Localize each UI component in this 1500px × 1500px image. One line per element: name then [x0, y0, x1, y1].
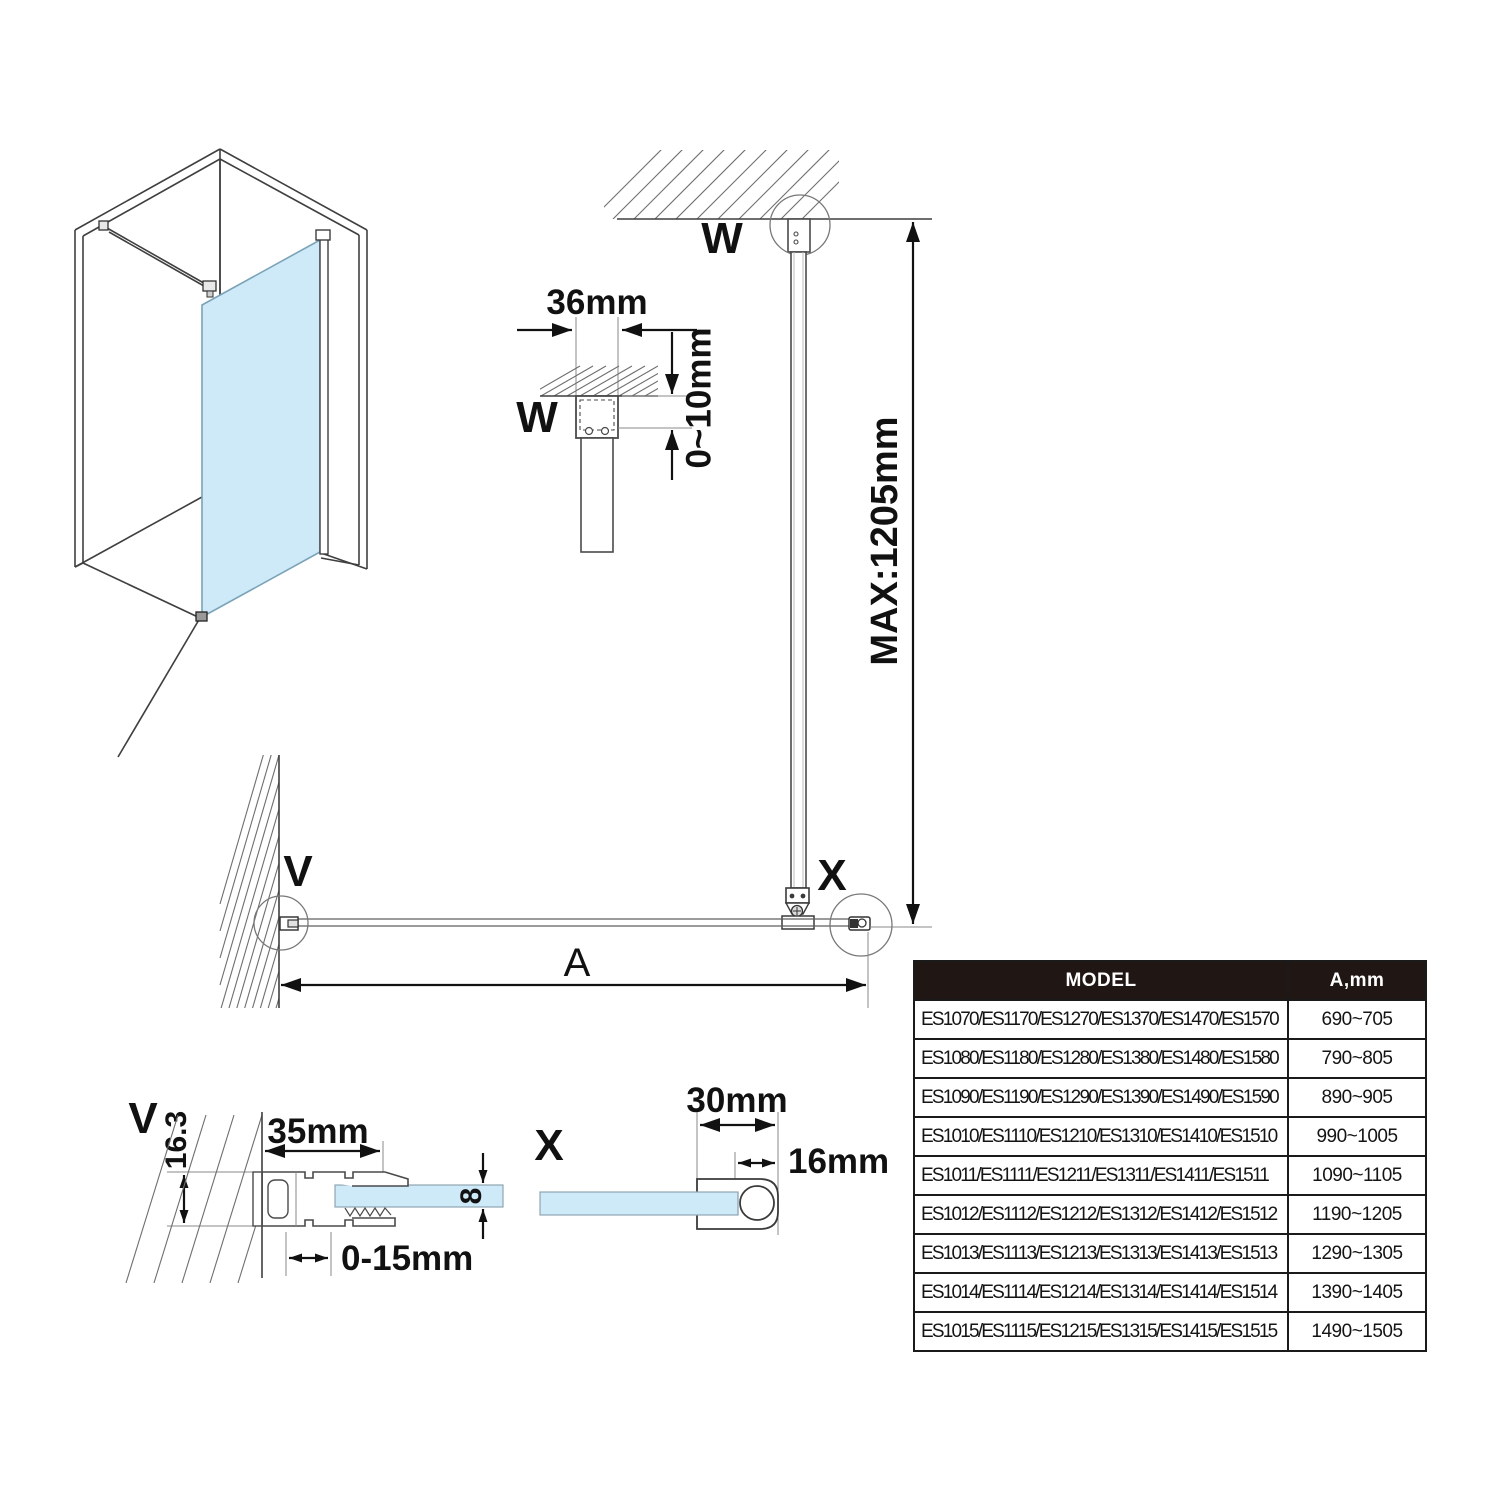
w-detail [516, 283, 718, 552]
table-header-a: A,mm [1288, 961, 1426, 1000]
w-detail-label: W [516, 393, 558, 442]
x-detail [534, 1081, 889, 1235]
floor-foot-bracket [196, 612, 207, 621]
glass-end-clamp [849, 917, 870, 930]
v-profile-width-dim: 35mm [267, 1112, 369, 1151]
assembly-w-label: W [701, 214, 743, 263]
x-detail-label: X [534, 1121, 564, 1170]
x-bar-socket [740, 1186, 774, 1220]
ceiling-bracket-section [576, 396, 618, 552]
ceiling-bracket [788, 219, 810, 252]
table-header-model: MODEL [914, 961, 1288, 1000]
isometric-view [75, 149, 367, 757]
a-cell: 1290~1305 [1288, 1234, 1426, 1273]
x-clamp-width-dim: 30mm [686, 1081, 788, 1120]
x-glass-section [540, 1192, 738, 1215]
table-row [914, 1078, 1426, 1117]
table-row [914, 1117, 1426, 1156]
glass-plan-view [298, 919, 850, 926]
w-detail-depth-dim: 0~10mm [679, 327, 719, 469]
left-wall [75, 149, 220, 567]
table-row [914, 1000, 1426, 1039]
max-length-dim: MAX:1205mm [864, 416, 907, 666]
a-cell: 990~1005 [1288, 1117, 1426, 1156]
ceiling-hatch [592, 149, 872, 219]
x-bar-thickness-dim: 16mm [788, 1142, 890, 1181]
table-row [914, 1312, 1426, 1351]
v-detail-label: V [128, 1094, 158, 1143]
v-glass-thickness-dim: 8 [454, 1187, 488, 1205]
a-cell: 1490~1505 [1288, 1312, 1426, 1351]
table-row [914, 1234, 1426, 1273]
glass-panel-iso [202, 240, 320, 617]
a-cell: 1090~1105 [1288, 1156, 1426, 1195]
table-row [914, 1273, 1426, 1312]
model-cell: ES1070/ES1170/ES1270/ES1370/ES1470/ES1570 [914, 1000, 1288, 1039]
v-profile-height-dim: 16.3 [159, 1110, 193, 1170]
floor-lines [83, 563, 200, 757]
assembly-x-label: X [817, 851, 847, 900]
a-cell: 890~905 [1288, 1078, 1426, 1117]
table-row [914, 1039, 1426, 1078]
a-cell: 1190~1205 [1288, 1195, 1426, 1234]
a-cell: 1390~1405 [1288, 1273, 1426, 1312]
model-spec-table [913, 960, 1427, 1352]
model-cell: ES1012/ES1112/ES1212/ES1312/ES1412/ES1512 [914, 1195, 1288, 1234]
model-cell: ES1080/ES1180/ES1280/ES1380/ES1480/ES1580 [914, 1039, 1288, 1078]
support-bar-iso [99, 221, 216, 297]
model-cell: ES1014/ES1114/ES1214/ES1314/ES1414/ES1514 [914, 1273, 1288, 1312]
w-detail-width-dim: 36mm [546, 283, 648, 322]
table-row [914, 1156, 1426, 1195]
v-adjustment-dim: 0-15mm [341, 1239, 474, 1278]
support-bar [791, 252, 806, 888]
model-cell: ES1090/ES1190/ES1290/ES1390/ES1490/ES1590 [914, 1078, 1288, 1117]
wall-bracket [280, 917, 298, 930]
table-row [914, 1195, 1426, 1234]
width-dim-a: A [563, 941, 591, 985]
model-cell: ES1011/ES1111/ES1211/ES1311/ES1411/ES1511 [914, 1156, 1288, 1195]
model-cell: ES1015/ES1115/ES1215/ES1315/ES1415/ES1515 [914, 1312, 1288, 1351]
table-header-row [914, 961, 1426, 1000]
a-cell: 690~705 [1288, 1000, 1426, 1039]
model-cell: ES1013/ES1113/ES1213/ES1313/ES1413/ES1513 [914, 1234, 1288, 1273]
bar-hinge [782, 888, 814, 929]
assembly-v-label: V [283, 847, 313, 896]
a-cell: 790~805 [1288, 1039, 1426, 1078]
v-detail [126, 1094, 503, 1283]
model-cell: ES1010/ES1110/ES1210/ES1310/ES1410/ES1510 [914, 1117, 1288, 1156]
spring-serration [345, 1208, 391, 1216]
